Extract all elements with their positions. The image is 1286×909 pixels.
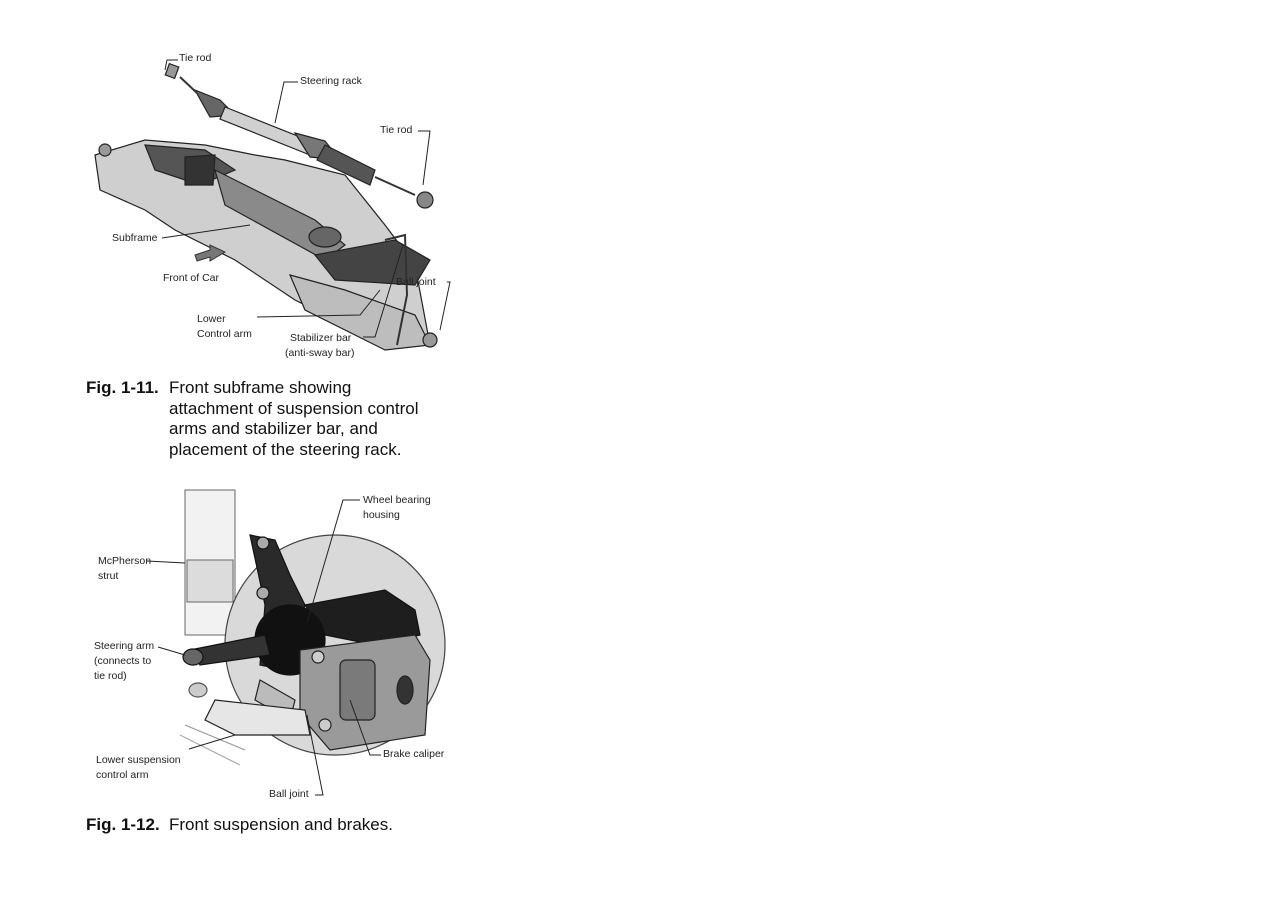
- figure-1-11: [85, 45, 470, 365]
- label-steering-arm-line2: (connects to: [94, 655, 152, 667]
- caption-line: attachment of suspension control: [169, 398, 419, 418]
- label-steering-rack: Steering rack: [300, 75, 362, 87]
- caption-fig-1-11: [86, 378, 466, 462]
- label-mcpherson-strut-line2: strut: [98, 570, 119, 582]
- figure-1-12: [85, 485, 470, 805]
- caption-line: arms and stabilizer bar, and: [169, 419, 378, 438]
- label-brake-caliper: Brake caliper: [383, 748, 445, 760]
- label-wheel-bearing-line2: housing: [363, 509, 400, 521]
- label-tie-rod-right: Tie rod: [380, 124, 413, 136]
- label-lower-control-arm-line1: Lower: [197, 313, 226, 325]
- label-stabilizer-bar-line2: (anti-sway bar): [285, 347, 355, 359]
- label-mcpherson-strut-line1: McPherson: [98, 555, 152, 567]
- caption-line: Front suspension and brakes.: [169, 815, 393, 834]
- label-lower-suspension-line1: Lower suspension: [96, 754, 181, 766]
- figure-number: Fig. 1-12.: [86, 815, 160, 834]
- label-tie-rod-left: Tie rod: [179, 52, 212, 64]
- figure-number: Fig. 1-11.: [86, 378, 159, 397]
- brake-caliper-drawing: [300, 635, 430, 750]
- caption-line: placement of the steering rack.: [169, 439, 402, 459]
- label-ball-joint: Ball joint: [269, 788, 309, 800]
- label-subframe: Subframe: [112, 232, 158, 244]
- label-steering-arm-line3: tie rod): [94, 670, 127, 682]
- caption-text: [169, 815, 469, 836]
- label-lower-control-arm-line2: Control arm: [197, 328, 252, 340]
- label-ball-joint: Ball joint: [396, 276, 436, 288]
- subframe-steering-rack-illustration: [85, 45, 470, 365]
- label-steering-arm-line1: Steering arm: [94, 640, 155, 652]
- mcpherson-strut-drawing: [185, 490, 235, 635]
- label-front-of-car: Front of Car: [163, 272, 220, 284]
- label-wheel-bearing-line1: Wheel bearing: [363, 494, 431, 506]
- caption-fig-1-12: [86, 815, 466, 837]
- caption-text: [169, 378, 459, 460]
- label-lower-suspension-line2: control arm: [96, 769, 149, 781]
- label-stabilizer-bar-line1: Stabilizer bar: [290, 332, 352, 344]
- caption-line: Front subframe showing: [169, 378, 352, 397]
